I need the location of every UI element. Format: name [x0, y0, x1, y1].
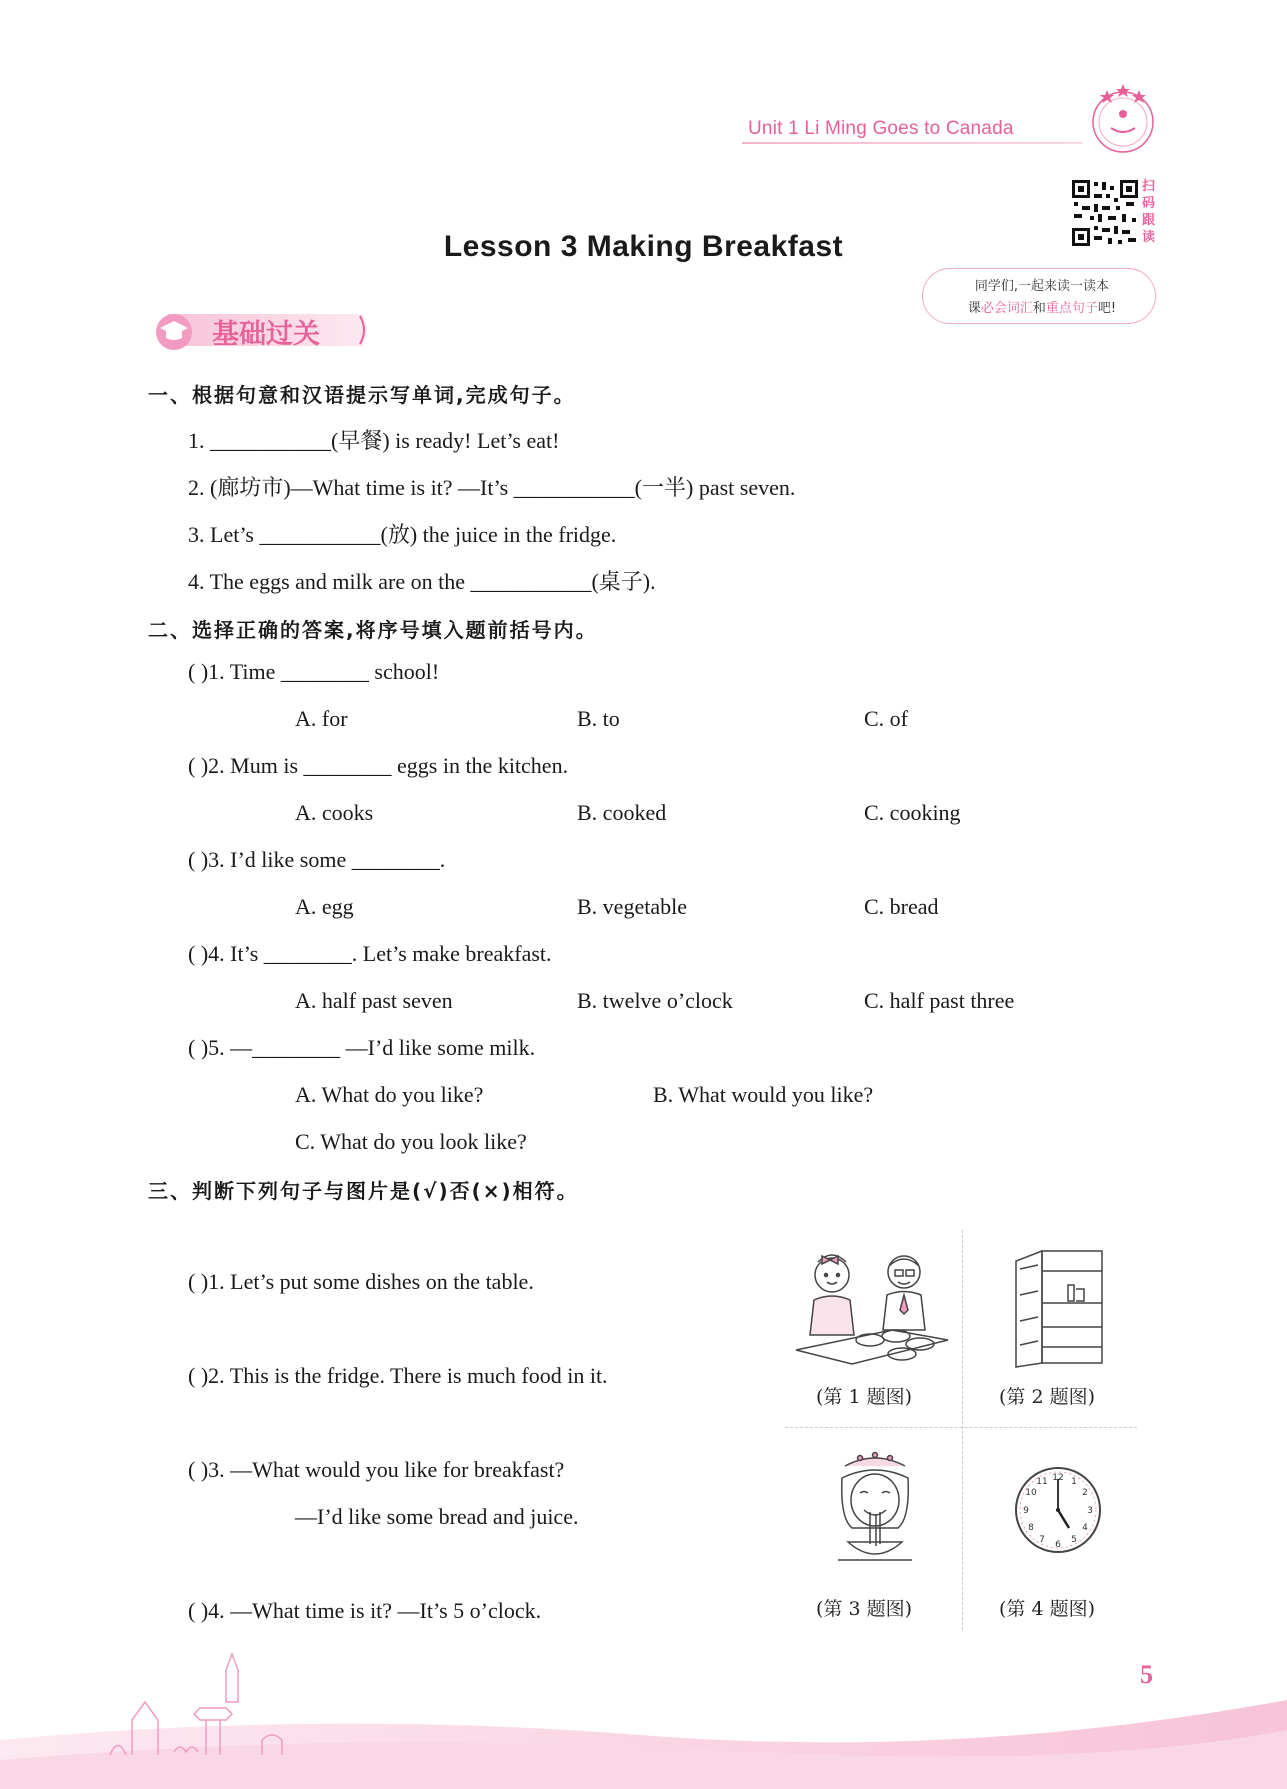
- svg-text:3: 3: [1087, 1506, 1093, 1516]
- banner-title: 基础过关: [212, 319, 320, 350]
- section-3-heading: 三、判断下列句子与图片是(√)否(×)相符。: [148, 1179, 579, 1203]
- svg-text:2: 2: [1082, 1488, 1088, 1498]
- s3-item-3: ( )3. —What would you like for breakfast?: [188, 1457, 565, 1482]
- s2-q3-stem: ( )3. I’d like some ________.: [188, 847, 446, 872]
- s2-q4-stem: ( )4. It’s ________. Let’s make breakfast.: [188, 941, 552, 966]
- s2-q1-stem: ( )1. Time ________ school!: [188, 659, 440, 684]
- caption-picture-1: (第 1 题图): [816, 1386, 912, 1408]
- s2-q2-stem: ( )2. Mum is ________ eggs in the kitchen.: [188, 753, 569, 778]
- s2-q1-option-c: C. of: [864, 706, 908, 731]
- lesson-title: Lesson 3 Making Breakfast: [443, 230, 844, 263]
- section-2-heading: 二、选择正确的答案,将序号填入题前括号内。: [148, 618, 598, 642]
- s2-q3-option-b: B. vegetable: [577, 894, 687, 919]
- clock-icon: [1013, 1465, 1103, 1555]
- section-1-heading: 一、根据句意和汉语提示写单词,完成句子。: [148, 383, 576, 407]
- svg-text:10: 10: [1025, 1488, 1037, 1498]
- caption-picture-2: (第 2 题图): [999, 1386, 1095, 1408]
- svg-text:9: 9: [1023, 1506, 1029, 1516]
- picture-fridge: [1000, 1245, 1110, 1370]
- publisher-seal-icon: [1085, 80, 1161, 156]
- s2-q5-option-b: B. What would you like?: [653, 1082, 874, 1107]
- s2-q2-option-b: B. cooked: [577, 800, 667, 825]
- bubble-text: [936, 276, 1148, 320]
- svg-text:6: 6: [1055, 1540, 1061, 1550]
- s2-q2-option-c: C. cooking: [864, 800, 961, 825]
- s2-q3-option-c: C. bread: [864, 894, 939, 919]
- s2-q5-option-a: A. What do you like?: [295, 1082, 484, 1107]
- s2-q4-option-b: B. twelve o’clock: [577, 988, 733, 1013]
- bubble-line-2: 课必会词汇和重点句子吧!: [967, 301, 1117, 316]
- page-number: 5: [1140, 1660, 1153, 1689]
- s2-q2-option-a: A. cooks: [295, 800, 374, 825]
- svg-text:5: 5: [1071, 1535, 1077, 1545]
- s1-item-4: 4. The eggs and milk are on the ___________(桌子).: [188, 569, 656, 594]
- footer-decoration: [0, 1640, 1287, 1789]
- caption-picture-4: (第 4 题图): [999, 1598, 1095, 1620]
- s3-item-3-answer: —I’d like some bread and juice.: [295, 1504, 579, 1529]
- s3-item-2: ( )2. This is the fridge. There is much food in it.: [188, 1363, 608, 1388]
- scan-to-read-label: 扫码跟读: [1142, 179, 1156, 245]
- caption-picture-3: (第 3 题图): [816, 1598, 912, 1620]
- s2-q5-stem: ( )5. —________ —I’d like some milk.: [188, 1035, 536, 1060]
- header-divider: [742, 142, 1082, 144]
- bubble-line-1: 同学们,一起来读一读本: [974, 279, 1110, 294]
- s2-q1-option-b: B. to: [577, 706, 620, 731]
- s2-q1-option-a: A. for: [295, 706, 348, 731]
- svg-text:12: 12: [1052, 1473, 1064, 1483]
- s1-item-2: 2. (廊坊市)—What time is it? —It’s ___________(一半) past seven.: [188, 475, 796, 500]
- grid-divider-horizontal: [785, 1427, 1137, 1428]
- picture-kids-dishes: [792, 1240, 952, 1370]
- unit-header: Unit 1 Li Ming Goes to Canada: [748, 118, 1014, 139]
- svg-text:1: 1: [1071, 1477, 1077, 1487]
- svg-text:8: 8: [1028, 1523, 1034, 1533]
- s2-q4-option-c: C. half past three: [864, 988, 1015, 1013]
- s3-item-4: ( )4. —What time is it? —It’s 5 o’clock.: [188, 1598, 542, 1623]
- svg-text:11: 11: [1036, 1477, 1048, 1487]
- grid-divider-vertical: [962, 1230, 963, 1630]
- s1-item-3: 3. Let’s ___________(放) the juice in the fridge.: [188, 522, 617, 547]
- s1-item-1: 1. ___________(早餐) is ready! Let’s eat!: [188, 428, 560, 453]
- s2-q5-option-c: C. What do you look like?: [295, 1129, 527, 1154]
- s2-q4-option-a: A. half past seven: [295, 988, 453, 1013]
- svg-text:4: 4: [1082, 1523, 1088, 1533]
- picture-girl-noodles: [820, 1448, 930, 1578]
- s3-item-1: ( )1. Let’s put some dishes on the table.: [188, 1269, 534, 1294]
- s2-q3-option-a: A. egg: [295, 894, 354, 919]
- svg-text:7: 7: [1039, 1535, 1045, 1545]
